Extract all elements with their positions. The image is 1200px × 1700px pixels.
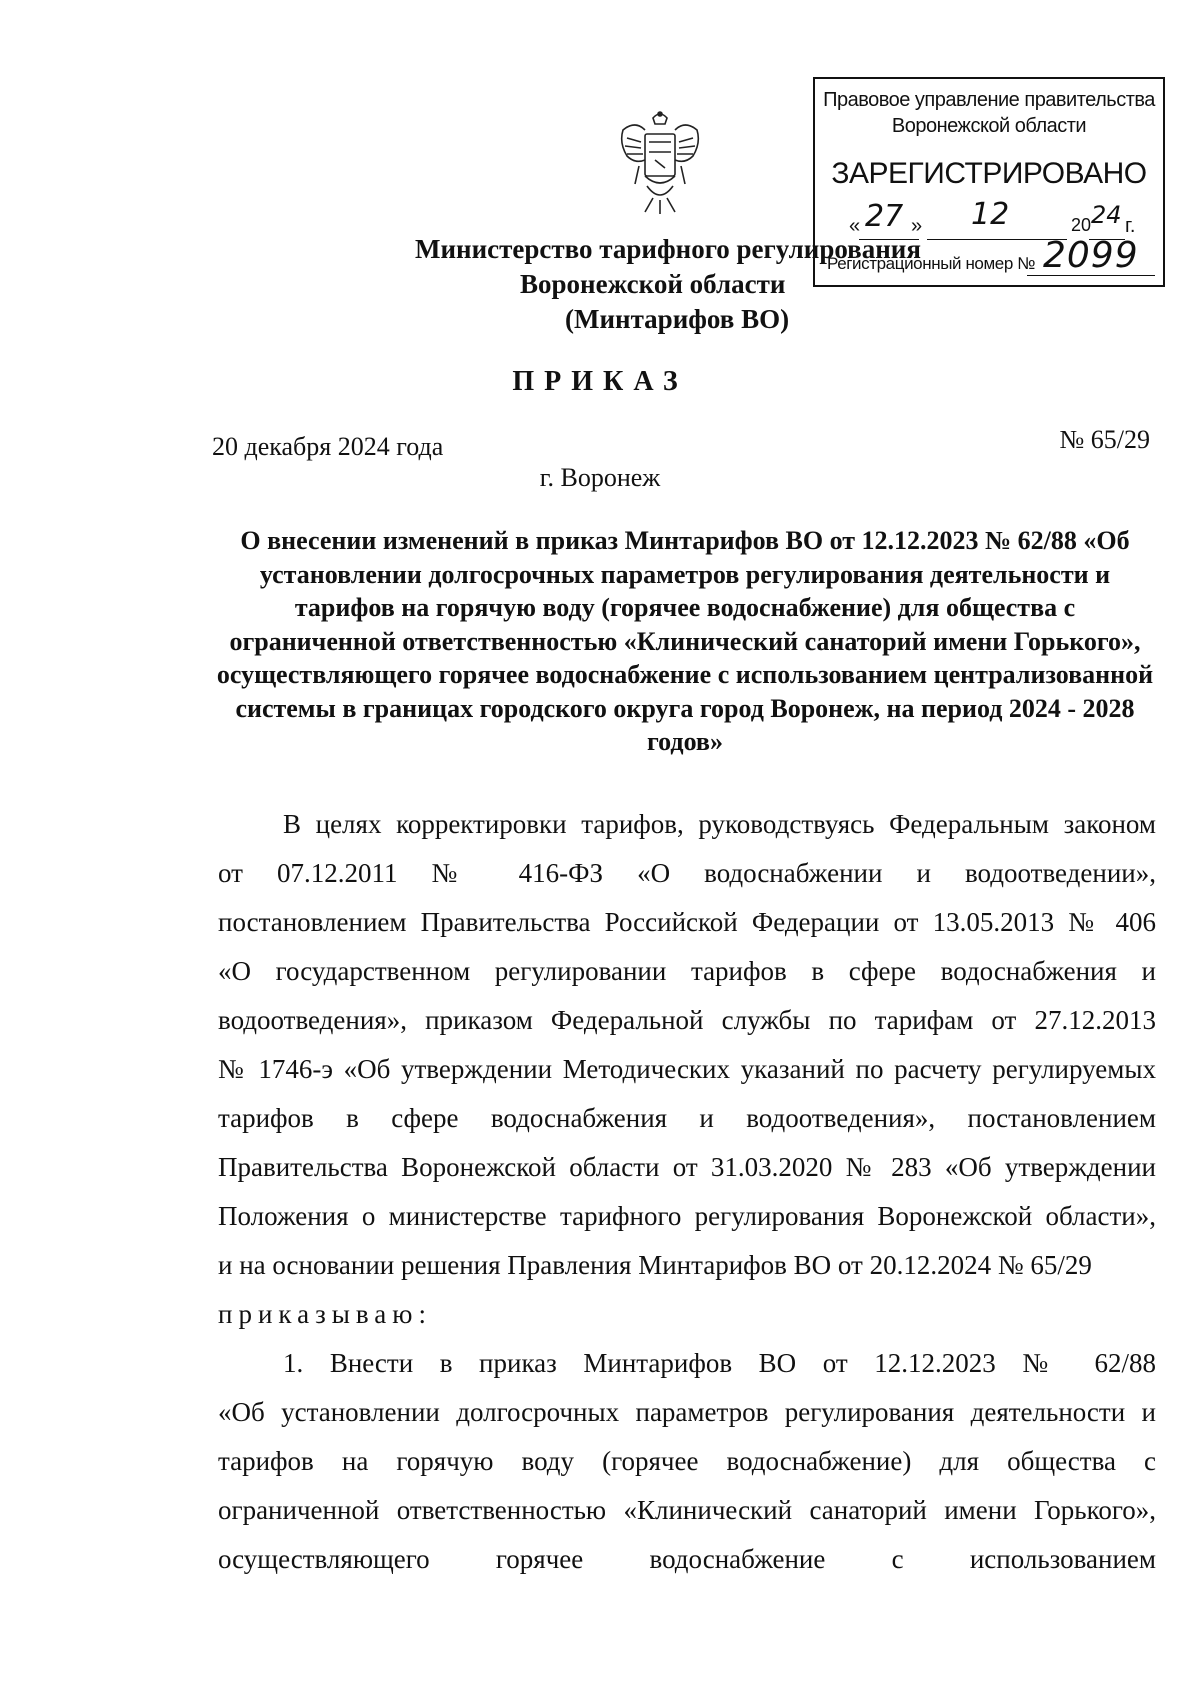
ministry-region: Воронежской области (520, 269, 786, 299)
stamp-year-suffix: 24 (1091, 201, 1122, 229)
document-body (218, 800, 1156, 1584)
stamp-close-quote: » (911, 215, 923, 237)
stamp-authority-line2: Воронежской области (891, 115, 1087, 137)
body-line: 1. Внести в приказ Минтарифов ВО от 12.12.2023 № 62/88 (283, 1348, 1156, 1378)
coat-of-arms-icon (615, 108, 705, 218)
body-line: постановлением Правительства Российской Федерации от 13.05.2013 № 406 (218, 907, 1156, 937)
stamp-year-prefix: 20 (1071, 215, 1092, 235)
body-line: «Об установлении долгосрочных параметров регулирования деятельности и (218, 1397, 1156, 1427)
stamp-day: 27 (865, 199, 904, 234)
document-title: О внесении изменений в приказ Минтарифов ВО от 12.12.2023 № 62/88 «Об установлении долгосрочных параметров регулирования деятельности и тарифов на горячую воду (горячее водоснабжение) для общества с ограниченной ответственностью «Клинический санаторий имени Горького», осуществляющего горячее водоснабжение с использованием централизованной системы в границах городского округа город Воронеж, на период 2024 - 2028 годов» (216, 526, 1154, 756)
stamp-year-abbr: г. (1125, 215, 1136, 237)
body-line: от 07.12.2011 № 416-ФЗ «О водоснабжении и водоотведении», (218, 858, 1156, 888)
order-word: приказываю: (218, 1299, 432, 1329)
ministry-heading (380, 232, 940, 337)
stamp-month: 12 (971, 197, 1010, 232)
stamp-reg-number-label: Регистрационный номер № (827, 254, 1036, 273)
body-line: Правительства Воронежской области от 31.03.2020 № 283 «Об утверждении (218, 1152, 1156, 1182)
ministry-abbreviation: (Минтарифов ВО) (565, 304, 790, 334)
body-line: тарифов на горячую воду (горячее водоснабжение) для общества с (218, 1446, 1156, 1476)
body-line: водоотведения», приказом Федеральной службы по тарифам от 27.12.2013 (218, 1005, 1156, 1035)
body-line: Положения о министерстве тарифного регулирования Воронежской области», (218, 1201, 1156, 1231)
stamp-reg-number: 2099 (1043, 235, 1139, 276)
ministry-name: Министерство тарифного регулирования (415, 234, 921, 264)
body-line: ограниченной ответственностью «Клинический санаторий имени Горького», (218, 1495, 1156, 1525)
body-line: № 1746-э «Об утверждении Методических указаний по расчету регулируемых (218, 1054, 1156, 1084)
body-line: тарифов в сфере водоснабжения и водоотведения», постановлением (218, 1103, 1156, 1133)
stamp-registered-label: ЗАРЕГИСТРИРОВАНО (831, 157, 1147, 190)
stamp-reg-underline (1027, 275, 1155, 276)
stamp-authority-line1: Правовое управление правительства (823, 89, 1155, 111)
document-number: № 65/29 (1059, 425, 1150, 454)
document-date: 20 декабря 2024 года (212, 432, 444, 461)
document-city: г. Воронеж (539, 463, 661, 492)
stamp-open-quote: « (849, 215, 861, 237)
body-line: и на основании решения Правления Минтарифов ВО от 20.12.2024 № 65/29 (218, 1250, 1092, 1280)
body-line: осуществляющего горячее водоснабжение с использованием (218, 1544, 1156, 1574)
document-type: ПРИКАЗ (512, 366, 688, 397)
body-line: «О государственном регулировании тарифов в сфере водоснабжения и (218, 956, 1156, 986)
body-line: В целях корректировки тарифов, руководствуясь Федеральным законом (283, 809, 1156, 839)
